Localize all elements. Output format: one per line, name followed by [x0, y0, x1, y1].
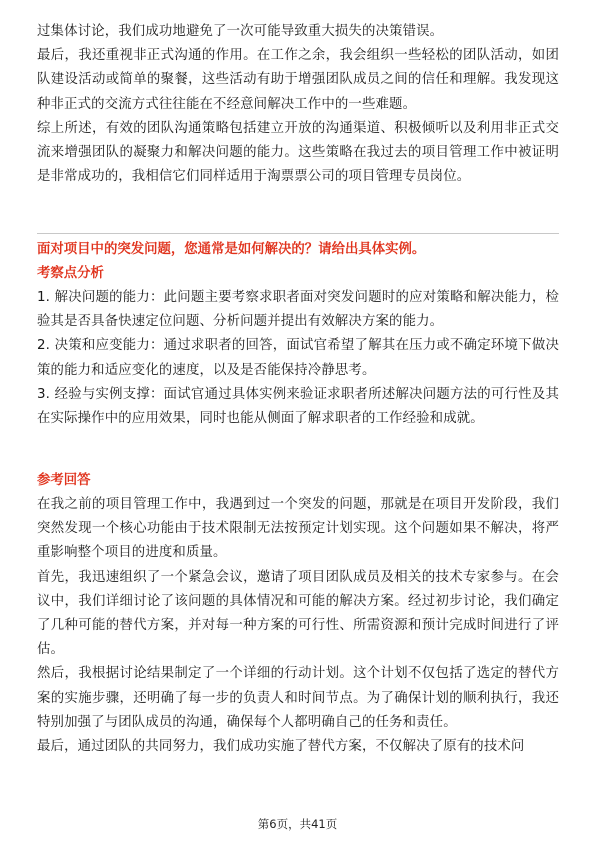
reference-title: 参考回答 — [37, 473, 91, 488]
page-footer: 第6页，共41页 — [257, 817, 338, 831]
paragraph: 首先，我迅速组织了一个紧急会议，邀请了项目团队成员及相关的技术专家参与。在会议中，我们详细讨论了该问题的具体情况和可能的解决方案。经过初步讨论，我们确定了几种可能的替代方案，并对每一种方案的可行性、所需资源和预计完成时间进行了评估。 — [37, 569, 559, 658]
intro-section — [37, 20, 559, 189]
paragraph: 最后，我还重视非正式沟通的作用。在工作之余，我会组织一些轻松的团队活动，如团队建设活动或简单的聚餐，这些活动有助于增强团队成员之间的信任和理解。我发现这种非正式的交流方式往往能在不经意间解决工作中的一些难题。 — [37, 48, 559, 112]
paragraph: 综上所述，有效的团队沟通策略包括建立开放的沟通渠道、积极倾听以及利用非正式交流来增强团队的凝聚力和解决问题的能力。这些策略在我过去的项目管理工作中被证明是非常成功的，我相信它们同样适用于淘票票公司的项目管理专员岗位。 — [37, 120, 559, 185]
paragraph: 最后，通过团队的共同努力，我们成功实施了替代方案，不仅解决了原有的技术问 — [37, 739, 525, 755]
section-divider — [37, 233, 559, 234]
analysis-item: 3. 经验与实例支撑：面试官通过具体实例来验证求职者所述解决问题方法的可行性及其在实际操作中的应用效果，同时也能从侧面了解求职者的工作经验和成就。 — [37, 386, 559, 427]
paragraph: 在我之前的项目管理工作中，我遇到过一个突发的问题，那就是在项目开发阶段，我们突然发现一个核心功能由于技术限制无法按预定计划实现。这个问题如果不解决，将严重影响整个项目的进度和质量。 — [37, 497, 559, 561]
analysis-item: 1. 解决问题的能力：此问题主要考察求职者面对突发问题时的应对策略和解决能力，检验其是否具备快速定位问题、分析问题并提出有效解决方案的能力。 — [37, 290, 559, 330]
paragraph: 然后，我根据讨论结果制定了一个详细的行动计划。这个计划不仅包括了选定的替代方案的实施步骤，还明确了每一步的负责人和时间节点。为了确保计划的顺利执行，我还特别加强了与团队成员的沟通，确保每个人都明确自己的任务和责任。 — [37, 666, 559, 730]
analysis-item: 2. 决策和应变能力：通过求职者的回答，面试官希望了解其在压力或不确定环境下做决策的能力和适应变化的速度，以及是否能保持冷静思考。 — [37, 338, 559, 378]
paragraph: 过集体讨论，我们成功地避免了一次可能导致重大损失的决策错误。 — [37, 24, 444, 39]
analysis-title: 考察点分析 — [37, 266, 104, 281]
question-heading: 面对项目中的突发问题，您通常是如何解决的？请给出具体实例。 — [37, 242, 426, 257]
reference-section — [37, 493, 559, 759]
analysis-section — [37, 286, 559, 431]
